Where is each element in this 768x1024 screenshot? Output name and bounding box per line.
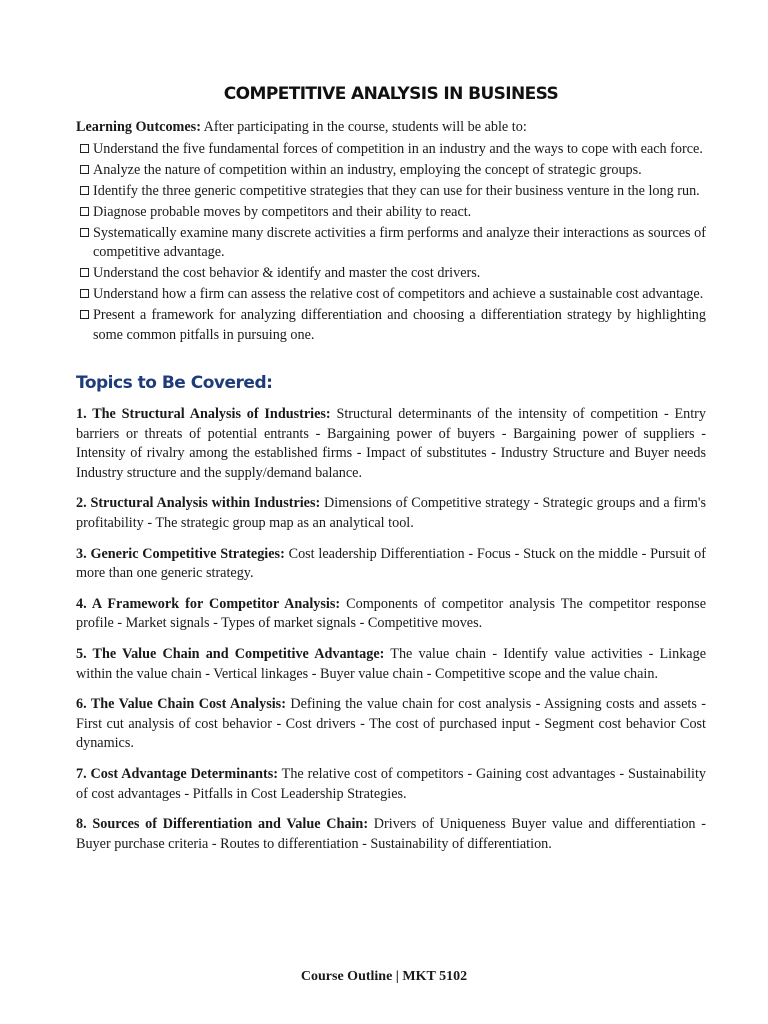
topic-body: Defining the value chain for cost analysis - Assigning costs and assets - First cut analysis of cost behavior - Cost drivers - The cost of purchased input - Segment cost behavior Cost dynamics. bbox=[76, 696, 706, 752]
topic-heading: 3. Generic Competitive Strategies: bbox=[76, 545, 285, 562]
topic-heading: 1. The Structural Analysis of Industries: bbox=[76, 406, 331, 422]
topic-paragraph bbox=[76, 494, 706, 533]
checkbox-icon bbox=[80, 228, 89, 237]
checkbox-icon bbox=[80, 165, 89, 174]
learning-outcomes-list bbox=[76, 140, 706, 346]
topic-paragraph bbox=[76, 595, 706, 634]
outcome-text: Understand how a firm can assess the relative cost of competitors and achieve a sustainable cost advantage. bbox=[93, 286, 704, 302]
checkbox-icon bbox=[80, 310, 89, 319]
topic-paragraph bbox=[76, 545, 706, 584]
topic-paragraph bbox=[76, 815, 706, 854]
outcome-item bbox=[76, 224, 706, 263]
outcome-text: Understand the cost behavior & identify and master the cost drivers. bbox=[93, 265, 481, 281]
topic-body: The value chain - Identify value activities - Linkage within the value chain - Vertical linkages - Buyer value chain - Competitive scope and the value chain. bbox=[76, 645, 706, 682]
checkbox-icon bbox=[80, 144, 89, 153]
topic-body: The relative cost of competitors - Gaining cost advantages - Sustainability of cost advantages - Pitfalls in Cost Leadership Strategies. bbox=[76, 765, 706, 802]
topic-body: Dimensions of Competitive strategy - Strategic groups and a firm's profitability - The strategic group map as an analytical tool. bbox=[76, 495, 706, 531]
learning-outcomes-intro-text: After participating in the course, students will be able to: bbox=[200, 119, 527, 135]
learning-outcomes-intro bbox=[76, 118, 706, 138]
checkbox-icon bbox=[80, 186, 89, 195]
topic-paragraph bbox=[76, 695, 706, 754]
outcome-item bbox=[76, 264, 706, 284]
checkbox-icon bbox=[80, 289, 89, 298]
topic-body: Cost leadership Differentiation - Focus - Stuck on the middle - Pursuit of more than one generic strategy. bbox=[76, 545, 706, 582]
outcome-text: Analyze the nature of competition within an industry, employing the concept of strategic groups. bbox=[93, 161, 642, 178]
topic-heading: 6. The Value Chain Cost Analysis: bbox=[76, 696, 286, 713]
topic-heading: 2. Structural Analysis within Industries: bbox=[76, 495, 321, 512]
topic-heading: 8. Sources of Differentiation and Value Chain: bbox=[76, 816, 369, 833]
outcome-text: Diagnose probable moves by competitors and their ability to react. bbox=[93, 203, 472, 220]
outcome-text: Understand the five fundamental forces of competition in an industry and the ways to cope with each force. bbox=[93, 140, 703, 157]
outcome-item bbox=[76, 182, 706, 202]
outcome-text: Present a framework for analyzing differentiation and choosing a differentiation strategy by highlighting some common pitfalls in pursuing one. bbox=[93, 307, 706, 343]
topic-body: Components of competitor analysis The competitor response profile - Market signals - Types of market signals - Competitive moves. bbox=[76, 595, 706, 632]
outcome-item bbox=[76, 140, 706, 160]
topic-body: Structural determinants of the intensity of competition - Entry barriers or threats of potential entrants - Bargaining power of buyers - Bargaining power of suppliers - Intensity of rivalry among the established firms - Impact of substitutes - Industry Structure and Buyer needs Industry structure and the supply/demand balance. bbox=[76, 406, 707, 481]
document-page bbox=[76, 84, 706, 865]
topic-body: Drivers of Uniqueness Buyer value and differentiation - Buyer purchase criteria - Routes to differentiation - Sustainability of differentiation. bbox=[76, 816, 706, 852]
topic-paragraph bbox=[76, 645, 706, 684]
outcome-text: Identify the three generic competitive strategies that they can use for their business venture in the long run. bbox=[93, 182, 700, 199]
topics-heading: Topics to Be Covered: bbox=[76, 373, 273, 393]
outcome-item bbox=[76, 161, 706, 181]
learning-outcomes-label: Learning Outcomes: bbox=[76, 119, 201, 135]
topic-heading: 4. A Framework for Competitor Analysis: bbox=[76, 595, 341, 612]
outcome-text: Systematically examine many discrete activities a firm performs and analyze their interactions as sources of competitive advantage. bbox=[93, 224, 706, 260]
document-title: COMPETITIVE ANALYSIS IN BUSINESS bbox=[223, 84, 559, 104]
outcome-item bbox=[76, 285, 706, 305]
page-footer: Course Outline | MKT 5102 bbox=[300, 969, 468, 984]
topic-heading: 5. The Value Chain and Competitive Advantage: bbox=[76, 645, 385, 662]
topic-heading: 7. Cost Advantage Determinants: bbox=[76, 765, 279, 782]
outcome-item bbox=[76, 203, 706, 223]
topic-paragraph bbox=[76, 765, 706, 804]
checkbox-icon bbox=[80, 207, 89, 216]
topic-paragraph bbox=[76, 405, 706, 483]
checkbox-icon bbox=[80, 268, 89, 277]
outcome-item bbox=[76, 306, 706, 345]
